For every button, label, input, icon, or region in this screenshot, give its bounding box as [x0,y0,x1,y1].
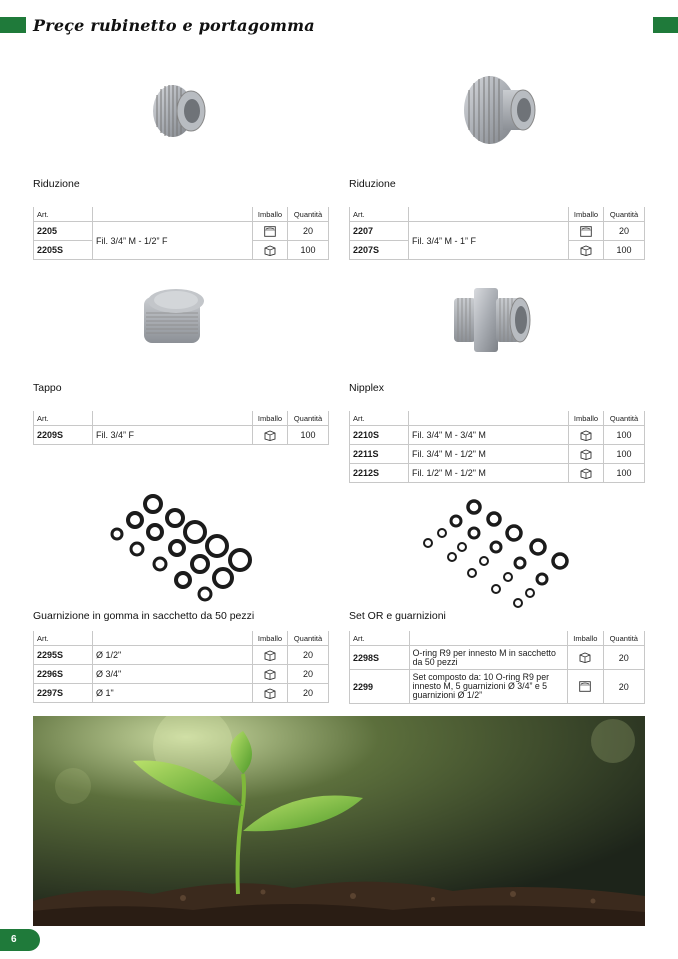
box-icon [264,430,276,441]
table-row [350,670,645,704]
art-code: 2296S [34,665,93,684]
o-ring-set-icon [422,497,577,609]
quantity: 100 [288,426,329,445]
table-row [34,684,329,703]
description: Ø 1/2" [93,646,253,665]
col-imballo: Imballo [253,631,288,646]
product-image-set-or [422,497,577,609]
table-row [34,222,329,241]
quantity: 100 [288,241,329,260]
description: Fil. 3/4” M - 1” F [409,222,569,260]
section-caption: Tappo [33,382,62,394]
spec-table-nipplex [349,411,645,483]
table-header-row [34,631,329,646]
table-header-row [34,207,329,222]
col-art: Art. [350,207,409,222]
page-number: 6 [11,934,17,945]
section-caption: Guarnizione in gomma in sacchetto da 50 pezzi [33,610,255,622]
col-quantita: Quantità [288,631,329,646]
col-quantita: Quantità [604,207,645,222]
quantity: 100 [604,464,645,483]
reducer-icon [145,75,215,150]
col-art: Art. [350,631,410,646]
bag-icon [264,226,276,237]
reducer-large-icon [455,68,545,158]
art-code: 2205 [34,222,93,241]
art-code: 2212S [350,464,409,483]
header-accent-left [0,17,26,33]
box-icon [264,669,276,680]
art-code: 2205S [34,241,93,260]
col-quantita: Quantità [288,207,329,222]
col-art: Art. [350,411,409,426]
description: Fil. 3/4” M - 1/2” F [93,222,253,260]
section-caption: Nipplex [349,382,385,394]
spec-table-riduzione-2205 [33,207,329,260]
table-row [350,445,645,464]
box-icon [264,688,276,699]
col-imballo: Imballo [569,411,604,426]
section-caption: Riduzione [349,178,396,190]
spec-table-guarnizioni [33,631,329,703]
art-code: 2211S [350,445,409,464]
product-image-guarnizioni [105,492,255,602]
col-desc [409,411,569,426]
quantity: 20 [603,646,644,670]
col-desc [409,207,569,222]
product-image-riduzione-2205 [145,75,215,150]
col-art: Art. [34,411,93,426]
box-icon [580,468,592,479]
page-number-badge [0,929,40,951]
quantity: 100 [604,426,645,445]
product-image-tappo [138,283,213,353]
table-header-row [34,411,329,426]
description: Fil. 3/4" M - 3/4" M [409,426,569,445]
spec-table-set-or [349,631,645,704]
col-quantita: Quantità [603,631,644,646]
box-icon [580,245,592,256]
box-icon [264,245,276,256]
col-desc [93,411,253,426]
bag-icon [579,681,591,692]
product-image-nipplex [448,280,538,360]
col-desc [93,631,253,646]
col-art: Art. [34,207,93,222]
table-header-row [350,631,645,646]
header-accent-right [653,17,678,33]
description: Ø 1" [93,684,253,703]
art-code: 2207S [350,241,409,260]
art-code: 2210S [350,426,409,445]
col-desc [93,207,253,222]
col-art: Art. [34,631,93,646]
table-row [350,464,645,483]
table-header-row [350,207,645,222]
quantity: 20 [288,684,329,703]
spec-table-tappo [33,411,329,445]
page-title: Preçe rubinetto e portagomma [33,16,315,35]
seedling-photo [33,716,645,926]
description: Fil. 3/4” F [93,426,253,445]
description: Fil. 1/2" M - 1/2" M [409,464,569,483]
art-code: 2297S [34,684,93,703]
box-icon [580,449,592,460]
table-row [34,665,329,684]
art-code: 2299 [350,670,410,704]
col-desc [409,631,568,646]
section-caption: Set OR e guarnizioni [349,610,446,622]
box-icon [579,652,591,663]
quantity: 20 [604,222,645,241]
quantity: 20 [288,646,329,665]
description: Set composto da: 10 O-ring R9 per innesto M, 5 guarnizioni Ø 3/4” e 5 guarnizioni Ø 1/2” [409,670,568,704]
box-icon [264,650,276,661]
section-caption: Riduzione [33,178,80,190]
description: Ø 3/4" [93,665,253,684]
col-quantita: Quantità [604,411,645,426]
art-code: 2298S [350,646,410,670]
table-row [350,646,645,670]
col-quantita: Quantità [288,411,329,426]
nipple-icon [448,280,538,360]
gaskets-icon [105,492,255,602]
quantity: 20 [603,670,644,704]
cap-icon [138,283,213,353]
quantity: 100 [604,241,645,260]
col-imballo: Imballo [569,207,604,222]
spec-table-riduzione-2207 [349,207,645,260]
col-imballo: Imballo [253,411,288,426]
quantity: 20 [288,222,329,241]
col-imballo: Imballo [253,207,288,222]
seedling-icon [33,716,645,926]
table-header-row [350,411,645,426]
art-code: 2295S [34,646,93,665]
table-row [34,426,329,445]
art-code: 2207 [350,222,409,241]
table-row [350,426,645,445]
description: Fil. 3/4" M - 1/2" M [409,445,569,464]
box-icon [580,430,592,441]
quantity: 20 [288,665,329,684]
col-imballo: Imballo [568,631,603,646]
table-row [34,646,329,665]
bag-icon [580,226,592,237]
art-code: 2209S [34,426,93,445]
product-image-riduzione-2207 [455,68,545,158]
description: O-ring R9 per innesto M in sacchetto da 50 pezzi [409,646,568,670]
quantity: 100 [604,445,645,464]
table-row [350,222,645,241]
